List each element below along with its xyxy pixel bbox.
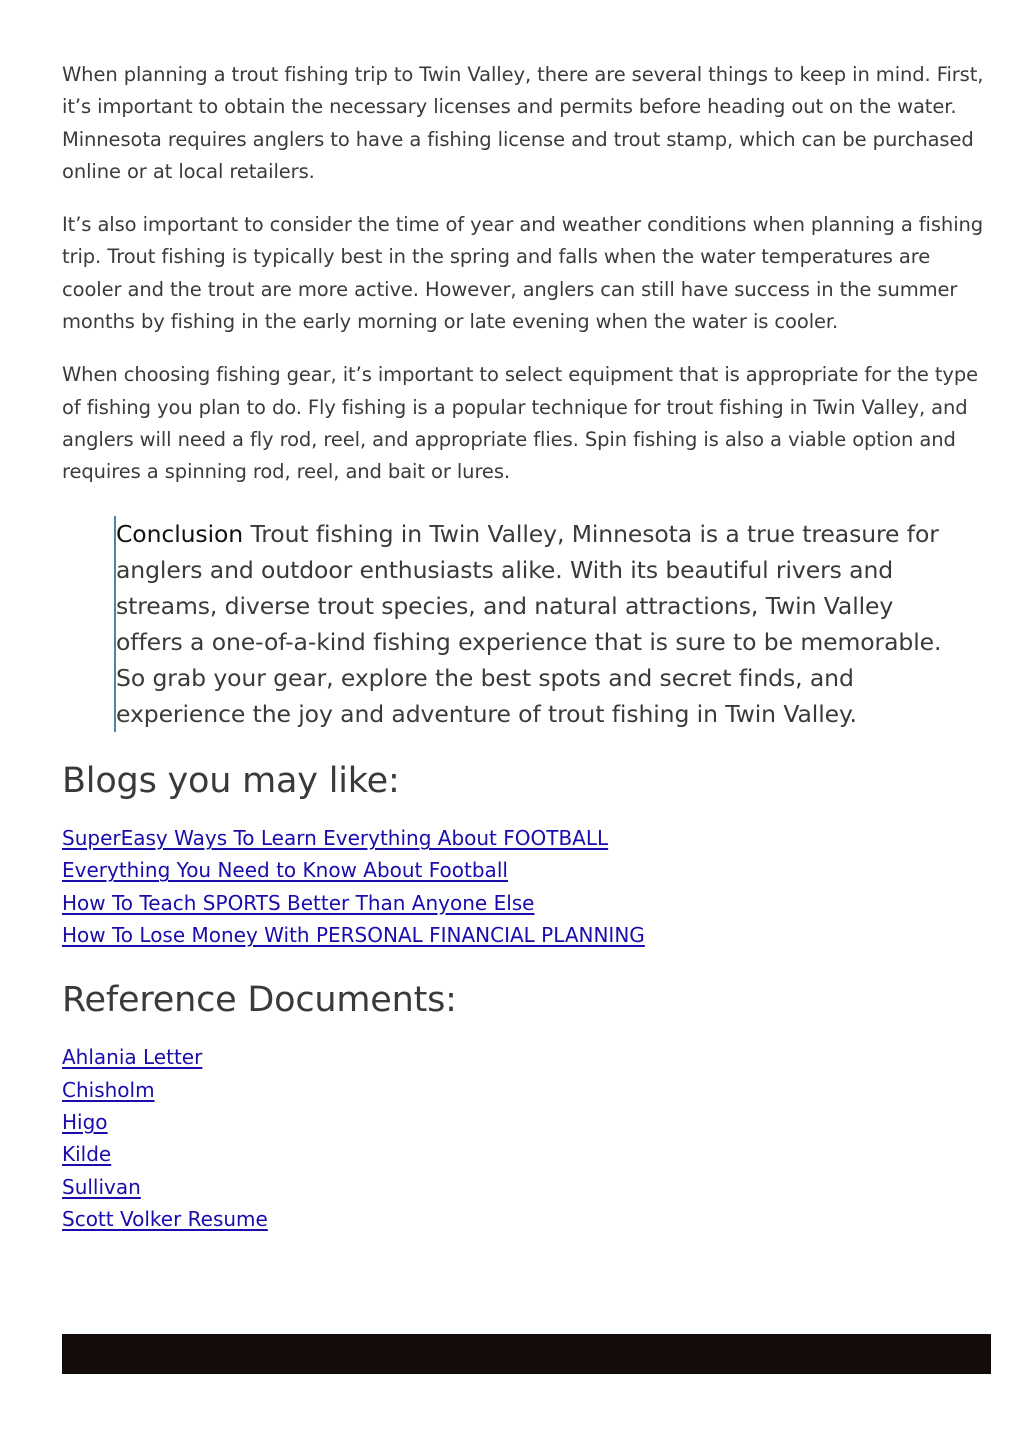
paragraph-gear: When choosing fishing gear, it’s important to select equipment that is appropriate for the type of fishing you plan to do. Fly fishing is a popular technique for trout fishing in Twin Valley, and anglers will need a fly rod, reel, and appropriate flies. Spin fishing is also a viable option and requires a spinning rod, reel, and bait or lures. — [62, 363, 979, 484]
list-item — [62, 1074, 991, 1106]
reference-link-sullivan[interactable]: Sullivan — [62, 1174, 141, 1199]
reference-link-scott-volker-resume[interactable]: Scott Volker Resume — [62, 1206, 268, 1231]
list-item — [62, 822, 991, 854]
list-item — [62, 1106, 991, 1138]
reference-link-higo[interactable]: Higo — [62, 1109, 108, 1134]
conclusion-text-block — [116, 516, 946, 733]
paragraph-season: It’s also important to consider the time of year and weather conditions when planning a fishing trip. Trout fishing is typically best in the spring and falls when the water temperatures are cooler and the trout are more active. However, anglers can still have success in the summer months by fishing in the early morning or late evening when the water is cooler. — [62, 213, 984, 334]
paragraph-licenses: When planning a trout fishing trip to Twin Valley, there are several things to keep in mind. First, it’s important to obtain the necessary licenses and permits before heading out on the water. Minnesota requires anglers to have a fishing license and trout stamp, which can be purchased online or at local retailers. — [62, 63, 984, 183]
references-heading: Reference Documents: — [62, 980, 457, 1021]
blogs-link-list — [62, 822, 991, 951]
blogs-heading: Blogs you may like: — [62, 761, 400, 802]
list-item — [62, 887, 991, 919]
conclusion-blockquote — [114, 516, 946, 733]
reference-link-kilde[interactable]: Kilde — [62, 1142, 112, 1167]
footer-bar — [62, 1334, 991, 1374]
list-item — [62, 1171, 991, 1203]
references-link-list — [62, 1041, 991, 1235]
reference-link-chisholm[interactable]: Chisholm — [62, 1077, 155, 1102]
list-item — [62, 1138, 991, 1170]
article-content — [62, 59, 991, 1235]
list-item — [62, 1041, 991, 1073]
conclusion-title: Conclusion — [116, 519, 244, 548]
reference-link-ahlania-letter[interactable]: Ahlania Letter — [62, 1045, 203, 1070]
blog-link-lose-money[interactable]: How To Lose Money With PERSONAL FINANCIAL PLANNING — [62, 923, 645, 948]
blog-link-teach-sports[interactable]: How To Teach SPORTS Better Than Anyone Else — [62, 890, 535, 915]
list-item — [62, 854, 991, 886]
conclusion-body: Trout fishing in Twin Valley, Minnesota is a true treasure for anglers and outdoor enthusiasts alike. With its beautiful rivers and streams, diverse trout species, and natural attractions, Twin Valley offers a one-of-a-kind fishing experience that is sure to be memorable. So grab your gear, explore the best spots and secret finds, and experience the joy and adventure of trout fishing in Twin Valley. — [116, 519, 942, 729]
blog-link-know-football[interactable]: Everything You Need to Know About Football — [62, 858, 508, 883]
blog-link-learn-football[interactable]: SuperEasy Ways To Learn Everything About FOOTBALL — [62, 826, 609, 851]
list-item — [62, 919, 991, 951]
list-item — [62, 1203, 991, 1235]
